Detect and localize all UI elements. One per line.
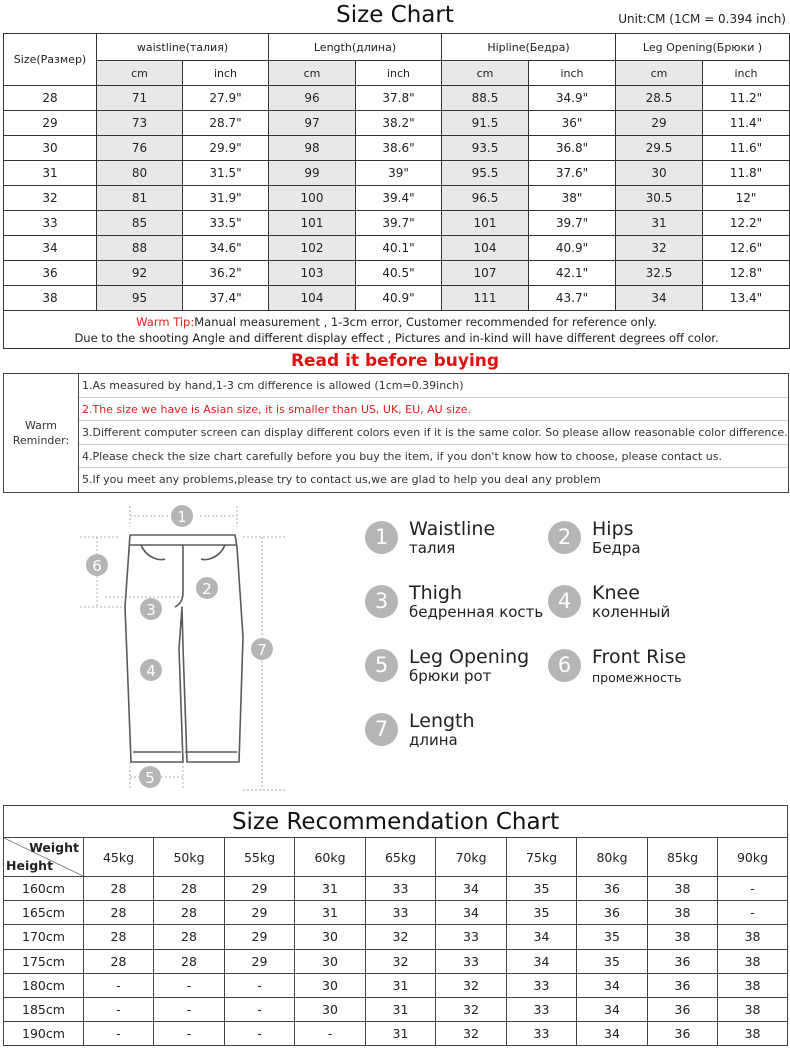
measurement-legend [360, 510, 780, 760]
recommended-size-cell: 32 [436, 997, 507, 1021]
legend-en: Front Rise [592, 646, 687, 668]
measurement-cell: 98 [269, 136, 356, 161]
measurement-cell: 92 [97, 261, 183, 286]
recommended-size-cell: 30 [295, 997, 366, 1021]
measurement-cell: 28.5 [616, 86, 703, 111]
recommended-size-cell: 34 [436, 901, 507, 925]
recommended-size-cell: 32 [366, 949, 436, 973]
marker-4-icon [140, 659, 162, 681]
warm-reminder-label-line2: Reminder: [12, 434, 70, 447]
unit-cm: cm [442, 61, 529, 86]
recommended-size-cell: 28 [84, 949, 154, 973]
legend-ru: Бедра [592, 539, 641, 557]
height-cell: 185cm [4, 997, 84, 1021]
measurement-cell: 11.2" [703, 86, 790, 111]
recommended-size-cell: 29 [225, 901, 295, 925]
recommended-size-cell: 35 [507, 901, 577, 925]
size-cell: 38 [4, 286, 97, 311]
measurement-cell: 104 [442, 236, 529, 261]
measurement-cell: 101 [269, 211, 356, 236]
measurement-cell: 11.8" [703, 161, 790, 186]
legend-ru: талия [409, 539, 456, 557]
recommended-size-cell: 29 [225, 877, 295, 901]
recommended-size-cell: 33 [507, 997, 577, 1021]
marker-6-icon [86, 554, 108, 576]
recommendation-title: Size Recommendation Chart [4, 806, 788, 838]
legend-en: Leg Opening [409, 646, 530, 668]
warm-reminder-label-line1: Warm [25, 419, 57, 432]
measurement-cell: 39.4" [356, 186, 442, 211]
measurement-cell: 39" [356, 161, 442, 186]
height-cell: 175cm [4, 949, 84, 973]
measurement-cell: 97 [269, 111, 356, 136]
recommended-size-cell: 28 [84, 925, 154, 949]
number-7-icon: 7 [365, 713, 398, 746]
unit-inch: inch [183, 61, 269, 86]
legend-en: Waistline [409, 518, 496, 540]
size-cell: 36 [4, 261, 97, 286]
recommendation-header-row [4, 838, 788, 877]
legend-ru: брюки рот [409, 667, 492, 685]
measurement-cell: 13.4" [703, 286, 790, 311]
unit-note: Unit:CM (1CM = 0.394 inch) [618, 12, 786, 26]
reminder-item: 5.If you meet any problems,please try to contact us,we are glad to help you deal any problem [82, 473, 601, 487]
recommendation-row [4, 997, 788, 1021]
measurement-cell: 91.5 [442, 111, 529, 136]
measurement-cell: 29.5 [616, 136, 703, 161]
size-chart-row [4, 136, 790, 161]
marker-label: 2 [202, 580, 212, 598]
recommendation-title-row [4, 806, 788, 838]
size-chart-row [4, 236, 790, 261]
recommendation-row [4, 973, 788, 997]
recommended-size-cell: 34 [507, 949, 577, 973]
measurement-cell: 80 [97, 161, 183, 186]
marker-5-icon [139, 766, 161, 788]
measurement-cell: 34 [616, 286, 703, 311]
pants-outline [125, 535, 243, 762]
waistline-header: waistline(талия) [97, 34, 269, 61]
measurement-cell: 31 [616, 211, 703, 236]
number-1-icon: 1 [365, 521, 398, 554]
measurement-cell: 42.1" [529, 261, 616, 286]
size-chart-row [4, 86, 790, 111]
marker-label: 6 [92, 557, 102, 575]
marker-1-icon [171, 505, 193, 527]
height-cell: 165cm [4, 901, 84, 925]
legend-ru: промежность [592, 670, 682, 685]
recommended-size-cell: 31 [295, 877, 366, 901]
recommended-size-cell: 33 [507, 1022, 577, 1046]
unit-cm: cm [97, 61, 183, 86]
reminder-item: 4.Please check the size chart carefully before you buy the item, if you don't know how to choose, please contact us. [79, 445, 788, 469]
unit-cm: cm [616, 61, 703, 86]
reminder-item-asian-size: 2.The size we have is Asian size, it is smaller than US, UK, EU, AU size. [79, 398, 788, 422]
marker-label: 1 [177, 508, 187, 526]
recommended-size-cell: - [718, 877, 788, 901]
recommended-size-cell: - [154, 973, 225, 997]
recommended-size-cell: 31 [366, 973, 436, 997]
measurement-cell: 101 [442, 211, 529, 236]
size-cell: 32 [4, 186, 97, 211]
legend-ru: коленный [592, 603, 671, 621]
recommended-size-cell: - [154, 1022, 225, 1046]
size-cell: 29 [4, 111, 97, 136]
measurement-cell: 29.9" [183, 136, 269, 161]
height-cell: 190cm [4, 1022, 84, 1046]
size-chart-row [4, 286, 790, 311]
unit-inch: inch [703, 61, 790, 86]
recommended-size-cell: 36 [577, 901, 648, 925]
number-4-icon: 4 [548, 585, 581, 618]
recommended-size-cell: 28 [154, 925, 225, 949]
marker-7-icon [251, 638, 273, 660]
warm-reminder-list [79, 374, 788, 492]
measurement-cell: 95 [97, 286, 183, 311]
recommended-size-cell: - [225, 1022, 295, 1046]
measurement-cell: 96.5 [442, 186, 529, 211]
recommended-size-cell: 34 [577, 973, 648, 997]
recommended-size-cell: 35 [577, 925, 648, 949]
measurement-cell: 38" [529, 186, 616, 211]
weight-header-cell: 85kg [648, 838, 718, 877]
measurement-cell: 102 [269, 236, 356, 261]
size-chart-row [4, 161, 790, 186]
recommended-size-cell: 28 [154, 901, 225, 925]
size-chart-table [3, 33, 790, 349]
recommended-size-cell: 34 [577, 997, 648, 1021]
reminder-item: 1.As measured by hand,1-3 cm difference is allowed (1cm=0.39inch) [79, 374, 788, 398]
recommended-size-cell: 33 [366, 901, 436, 925]
size-recommendation-table [3, 805, 788, 1046]
recommended-size-cell: - [154, 997, 225, 1021]
measurement-cell: 43.7" [529, 286, 616, 311]
measurement-cell: 85 [97, 211, 183, 236]
measurement-cell: 12.8" [703, 261, 790, 286]
measurement-cell: 31.9" [183, 186, 269, 211]
recommended-size-cell: 29 [225, 925, 295, 949]
measurement-cell: 11.4" [703, 111, 790, 136]
recommended-size-cell: 28 [154, 949, 225, 973]
marker-2-icon [196, 577, 218, 599]
measurement-cell: 36.8" [529, 136, 616, 161]
measurement-cell: 111 [442, 286, 529, 311]
measurement-cell: 28.7" [183, 111, 269, 136]
recommendation-row [4, 949, 788, 973]
number-3-icon: 3 [365, 585, 398, 618]
recommended-size-cell: 33 [436, 949, 507, 973]
recommended-size-cell: 38 [648, 901, 718, 925]
recommended-size-cell: 38 [718, 1022, 788, 1046]
recommended-size-cell: - [84, 973, 154, 997]
recommended-size-cell: - [225, 973, 295, 997]
legend-en: Length [409, 710, 475, 732]
measurement-cell: 33.5" [183, 211, 269, 236]
size-chart-row [4, 111, 790, 136]
measurement-cell: 38.2" [356, 111, 442, 136]
warm-tip-line1: Manual measurement , 1-3cm error, Customer recommended for reference only. [194, 314, 657, 329]
legend-en: Hips [592, 518, 634, 540]
weight-header-cell: 90kg [718, 838, 788, 877]
recommended-size-cell: 30 [295, 925, 366, 949]
measurement-cell: 12.6" [703, 236, 790, 261]
recommended-size-cell: 32 [366, 925, 436, 949]
pants-measurement-diagram [75, 497, 290, 797]
measurement-cell: 37.6" [529, 161, 616, 186]
measurement-cell: 95.5 [442, 161, 529, 186]
recommended-size-cell: 38 [718, 973, 788, 997]
height-cell: 170cm [4, 925, 84, 949]
marker-label: 5 [145, 769, 155, 787]
measurement-cell: 37.8" [356, 86, 442, 111]
recommended-size-cell: 28 [84, 877, 154, 901]
measurement-cell: 34.6" [183, 236, 269, 261]
measurement-cell: 71 [97, 86, 183, 111]
measurement-cell: 32.5 [616, 261, 703, 286]
measurement-cell: 81 [97, 186, 183, 211]
size-chart-row [4, 261, 790, 286]
recommended-size-cell: 30 [295, 949, 366, 973]
recommended-size-cell: 33 [436, 925, 507, 949]
measurement-cell: 29 [616, 111, 703, 136]
recommended-size-cell: - [718, 901, 788, 925]
measurement-cell: 30 [616, 161, 703, 186]
recommended-size-cell: 28 [84, 901, 154, 925]
weight-height-corner [4, 838, 84, 877]
recommended-size-cell: 36 [648, 1022, 718, 1046]
recommended-size-cell: 38 [648, 925, 718, 949]
marker-3-icon [140, 598, 162, 620]
weight-header-cell: 55kg [225, 838, 295, 877]
recommended-size-cell: 31 [295, 901, 366, 925]
recommended-size-cell: - [84, 1022, 154, 1046]
measurement-cell: 40.9" [529, 236, 616, 261]
size-chart-header [0, 0, 790, 33]
recommended-size-cell: 38 [718, 949, 788, 973]
measurement-cell: 36.2" [183, 261, 269, 286]
leg-opening-header: Leg Opening(Брюки ) [616, 34, 790, 61]
warm-reminder-label [4, 374, 79, 492]
measurement-cell: 32 [616, 236, 703, 261]
recommended-size-cell: - [84, 997, 154, 1021]
recommended-size-cell: 36 [648, 949, 718, 973]
recommended-size-cell: 34 [507, 925, 577, 949]
weight-header-cell: 80kg [577, 838, 648, 877]
measurement-cell: 100 [269, 186, 356, 211]
measurement-cell: 40.5" [356, 261, 442, 286]
size-cell: 31 [4, 161, 97, 186]
measurement-cell: 88 [97, 236, 183, 261]
recommended-size-cell: 35 [507, 877, 577, 901]
warm-tip-label: Warm Tip: [136, 314, 195, 329]
measurement-cell: 34.9" [529, 86, 616, 111]
measurement-cell: 40.1" [356, 236, 442, 261]
legend-ru: бедренная кость [409, 603, 544, 621]
recommendation-row [4, 901, 788, 925]
recommended-size-cell: 28 [154, 877, 225, 901]
number-6-icon: 6 [548, 649, 581, 682]
size-cell: 30 [4, 136, 97, 161]
recommended-size-cell: 36 [577, 877, 648, 901]
unit-inch: inch [356, 61, 442, 86]
recommended-size-cell: 30 [295, 973, 366, 997]
recommended-size-cell: 36 [648, 997, 718, 1021]
marker-label: 3 [146, 601, 156, 619]
measurement-cell: 76 [97, 136, 183, 161]
weight-header-cell: 45kg [84, 838, 154, 877]
recommended-size-cell: - [295, 1022, 366, 1046]
marker-label: 7 [257, 641, 267, 659]
measurement-cell: 27.9" [183, 86, 269, 111]
recommended-size-cell: 34 [577, 1022, 648, 1046]
recommendation-row [4, 877, 788, 901]
read-before-buying-banner: Read it before buying [290, 351, 500, 371]
legend-en: Knee [592, 582, 640, 604]
size-chart-group-header [4, 34, 790, 61]
measurement-cell: 88.5 [442, 86, 529, 111]
recommended-size-cell: 33 [507, 973, 577, 997]
warm-tip-line2: Due to the shooting Angle and different display effect , Pictures and in-kind will have different degrees off color. [74, 330, 719, 345]
recommended-size-cell: 31 [366, 1022, 436, 1046]
measurement-cell: 30.5 [616, 186, 703, 211]
unit-cm: cm [269, 61, 356, 86]
measurement-cell: 12" [703, 186, 790, 211]
weight-header-cell: 65kg [366, 838, 436, 877]
weight-header-cell: 75kg [507, 838, 577, 877]
size-cell: 33 [4, 211, 97, 236]
size-chart-row [4, 211, 790, 236]
size-header: Size(Размер) [4, 34, 97, 86]
weight-header-cell: 50kg [154, 838, 225, 877]
measurement-cell: 73 [97, 111, 183, 136]
number-5-icon: 5 [365, 649, 398, 682]
measurement-cell: 38.6" [356, 136, 442, 161]
recommended-size-cell: 34 [436, 877, 507, 901]
measurement-cell: 39.7" [529, 211, 616, 236]
measurement-cell: 40.9" [356, 286, 442, 311]
recommended-size-cell: 38 [718, 925, 788, 949]
legend-en: Thigh [409, 582, 463, 604]
recommended-size-cell: 32 [436, 1022, 507, 1046]
measurement-cell: 104 [269, 286, 356, 311]
recommendation-row [4, 1022, 788, 1046]
legend-ru: длина [409, 731, 458, 749]
warm-tip-row [4, 311, 790, 349]
measurement-cell: 36" [529, 111, 616, 136]
size-chart-unit-header [4, 61, 790, 86]
measurement-cell: 107 [442, 261, 529, 286]
recommended-size-cell: 31 [366, 997, 436, 1021]
measurement-cell: 11.6" [703, 136, 790, 161]
number-2-icon: 2 [548, 521, 581, 554]
recommended-size-cell: 38 [648, 877, 718, 901]
measurement-cell: 37.4" [183, 286, 269, 311]
size-chart-title: Size Chart [336, 2, 454, 28]
corner-height-label: Height [6, 858, 54, 873]
measurement-cell: 12.2" [703, 211, 790, 236]
unit-inch: inch [529, 61, 616, 86]
weight-header-cell: 70kg [436, 838, 507, 877]
marker-label: 4 [146, 662, 156, 680]
length-header: Length(длина) [269, 34, 442, 61]
measurement-cell: 99 [269, 161, 356, 186]
measurement-cell: 39.7" [356, 211, 442, 236]
recommended-size-cell: 38 [718, 997, 788, 1021]
measurement-cell: 103 [269, 261, 356, 286]
recommended-size-cell: 29 [225, 949, 295, 973]
height-cell: 180cm [4, 973, 84, 997]
recommended-size-cell: 36 [648, 973, 718, 997]
recommended-size-cell: 33 [366, 877, 436, 901]
reminder-item: 3.Different computer screen can display different colors even if it is the same color. So please allow reasonable color difference. [79, 421, 788, 445]
recommended-size-cell: - [225, 997, 295, 1021]
measurement-cell: 31.5" [183, 161, 269, 186]
size-cell: 34 [4, 236, 97, 261]
recommended-size-cell: 32 [436, 973, 507, 997]
recommended-size-cell: 35 [577, 949, 648, 973]
size-chart-row [4, 186, 790, 211]
height-cell: 160cm [4, 877, 84, 901]
measurement-cell: 93.5 [442, 136, 529, 161]
hipline-header: Hipline(Бедра) [442, 34, 616, 61]
weight-header-cell: 60kg [295, 838, 366, 877]
corner-weight-label: Weight [29, 840, 79, 855]
recommendation-row [4, 925, 788, 949]
measurement-cell: 96 [269, 86, 356, 111]
warm-tip [4, 311, 790, 349]
warm-reminder-box [3, 373, 789, 493]
size-cell: 28 [4, 86, 97, 111]
